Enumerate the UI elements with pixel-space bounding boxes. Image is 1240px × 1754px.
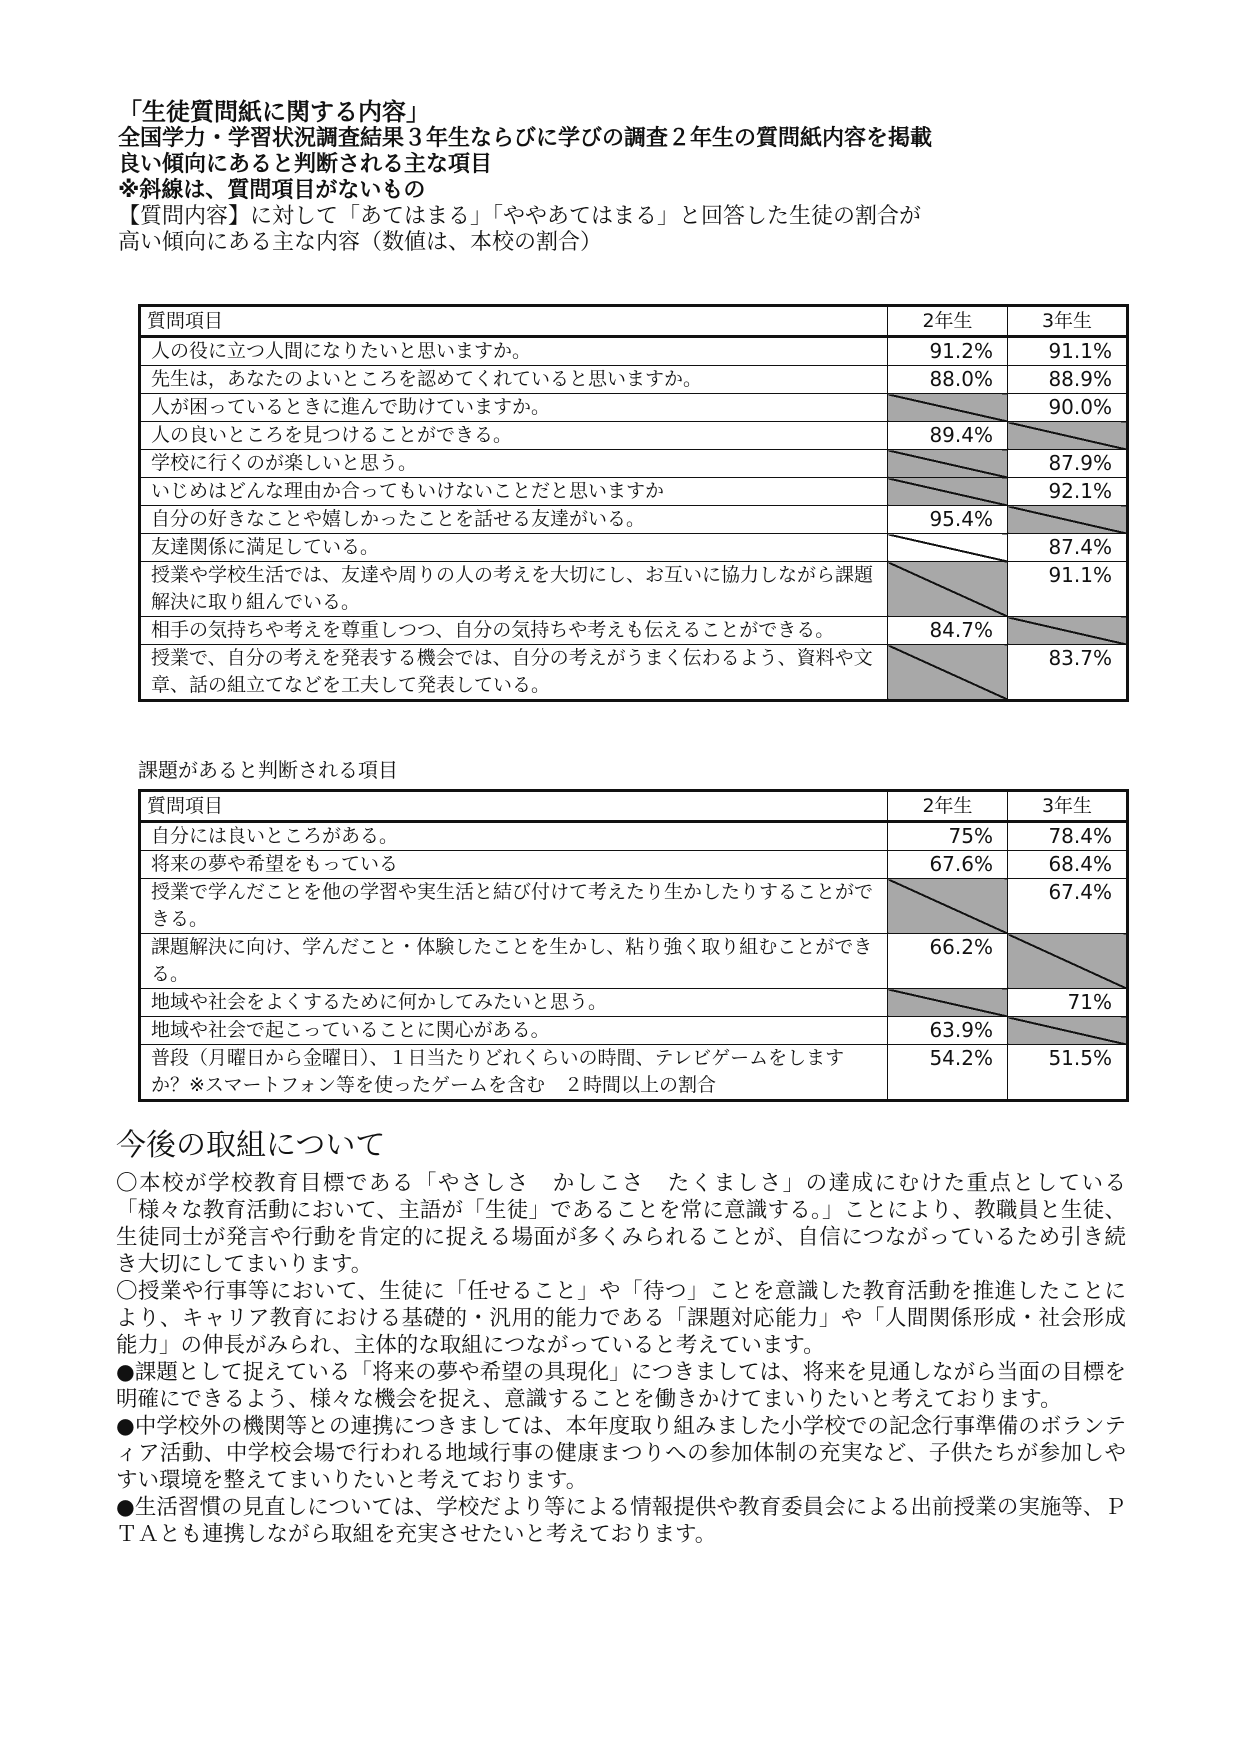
grade3-value: 91.1% <box>1008 562 1128 617</box>
no-question-cell <box>1008 422 1128 450</box>
question-cell: 地域や社会で起こっていることに関心がある。 <box>140 1017 888 1045</box>
future-paragraph-2: 〇授業や行事等において、生徒に「任せること」や「待つ」ことを意識した教育活動を推進したことにより、キャリア教育における基礎的・汎用的能力である「課題対応能力」や「人間関係形成・社会形成能力」の伸長がみられ、主体的な取組につながっていると考えています。 <box>116 1279 1126 1358</box>
intro-line-4: 【質問内容】に対して「あてはまる」「ややあてはまる」と回答した生徒の割合が <box>118 204 922 229</box>
no-question-cell <box>1008 617 1128 645</box>
no-question-cell <box>1008 1017 1128 1045</box>
header-grade2: 2年生 <box>888 791 1008 822</box>
future-paragraph-3: ●課題として捉えている「将来の夢や希望の具現化」につきましては、将来を見通しながら当面の目標を明確にできるよう、様々な機会を捉え、意識することを働きかけてまいりたいと考えております。 <box>116 1360 1126 1412</box>
no-question-cell <box>1008 506 1128 534</box>
header-item: 質問項目 <box>140 306 888 337</box>
no-question-cell <box>888 562 1008 617</box>
table-row <box>140 617 1128 645</box>
table-row <box>140 394 1128 422</box>
table-header-row <box>140 306 1128 337</box>
intro-line-5: 高い傾向にある主な内容（数値は、本校の割合） <box>118 230 603 255</box>
header-item: 質問項目 <box>140 791 888 822</box>
question-cell: 学校に行くのが楽しいと思う。 <box>140 450 888 478</box>
grade2-value: 95.4% <box>888 506 1008 534</box>
question-cell: 人の良いところを見つけることができる。 <box>140 422 888 450</box>
table-header-row <box>140 791 1128 822</box>
future-paragraph-5: ●生活習慣の見直しについては、学校だより等による情報提供や教育委員会による出前授業の実施等、ＰＴＡとも連携しながら取組を充実させたいと考えております。 <box>116 1495 1126 1547</box>
grade2-value: 75% <box>888 822 1008 851</box>
grade3-value: 78.4% <box>1008 822 1128 851</box>
issue-heading: 課題があると判断される項目 <box>138 758 398 782</box>
grade3-value: 88.9% <box>1008 366 1128 394</box>
grade3-value: 51.5% <box>1008 1045 1128 1101</box>
grade3-value: 92.1% <box>1008 478 1128 506</box>
question-cell: 課題解決に向け、学んだこと・体験したことを生かし、粘り強く取り組むことができる。 <box>140 934 888 989</box>
question-cell: 授業や学校生活では、友達や周りの人の考えを大切にし、お互いに協力しながら課題解決に取り組んでいる。 <box>140 562 888 617</box>
table-row <box>140 562 1128 617</box>
intro-line-2: 良い傾向にあると判断される主な項目 <box>118 152 493 177</box>
table-row <box>140 1017 1128 1045</box>
grade3-value: 71% <box>1008 989 1128 1017</box>
no-question-cell <box>888 394 1008 422</box>
future-section <box>116 1128 1126 1548</box>
grade3-value: 91.1% <box>1008 337 1128 366</box>
table-row <box>140 934 1128 989</box>
section-title: 「生徒質問紙に関する内容」 <box>118 98 430 126</box>
grade3-value: 87.4% <box>1008 534 1128 562</box>
question-cell: 自分の好きなことや嬉しかったことを話せる友達がいる。 <box>140 506 888 534</box>
table-row <box>140 534 1128 562</box>
grade2-value: 91.2% <box>888 337 1008 366</box>
future-paragraph-4: ●中学校外の機関等との連携につきましては、本年度取り組みました小学校での記念行事準備のボランティア活動、中学校会場で行われる地域行事の健康まつりへの参加体制の充実など、子供たちが参加しやすい環境を整えてまいりたいと考えております。 <box>116 1414 1126 1493</box>
no-question-cell <box>888 478 1008 506</box>
table-row <box>140 645 1128 701</box>
grade3-value: 83.7% <box>1008 645 1128 701</box>
table-row <box>140 989 1128 1017</box>
table-row <box>140 422 1128 450</box>
grade2-value: 67.6% <box>888 851 1008 879</box>
table-row <box>140 450 1128 478</box>
no-question-cell <box>888 534 1008 562</box>
question-cell: 授業で学んだことを他の学習や実生活と結び付けて考えたり生かしたりすることができる。 <box>140 879 888 934</box>
future-title: 今後の取組について <box>116 1128 386 1163</box>
grade2-value: 84.7% <box>888 617 1008 645</box>
table-row <box>140 506 1128 534</box>
intro-line-3: ※斜線は、質問項目がないもの <box>118 178 426 203</box>
future-paragraph-1: 〇本校が学校教育目標である「やさしさ かしこさ たくましさ」の達成にむけた重点としている「様々な教育活動において、主語が「生徒」であることを常に意識する。」ことにより、教職員と生徒、生徒同士が発言や行動を肯定的に捉える場面が多くみられることが、自信につながっているため引き続き大切にしてまいります。 <box>116 1171 1126 1277</box>
no-question-cell <box>888 645 1008 701</box>
no-question-cell <box>888 989 1008 1017</box>
grade2-value: 88.0% <box>888 366 1008 394</box>
question-cell: 相手の気持ちや考えを尊重しつつ、自分の気持ちや考えも伝えることができる。 <box>140 617 888 645</box>
question-cell: 地域や社会をよくするために何かしてみたいと思う。 <box>140 989 888 1017</box>
question-cell: 人の役に立つ人間になりたいと思いますか。 <box>140 337 888 366</box>
table-row <box>140 822 1128 851</box>
issue-items-table <box>138 789 1129 1102</box>
grade3-value: 67.4% <box>1008 879 1128 934</box>
table-row <box>140 1045 1128 1101</box>
grade2-value: 54.2% <box>888 1045 1008 1101</box>
no-question-cell <box>1008 934 1128 989</box>
good-items-table <box>138 304 1129 702</box>
grade2-value: 89.4% <box>888 422 1008 450</box>
table-row <box>140 366 1128 394</box>
question-cell: 将来の夢や希望をもっている <box>140 851 888 879</box>
header-grade3: 3年生 <box>1008 791 1128 822</box>
no-question-cell <box>888 879 1008 934</box>
table-row <box>140 337 1128 366</box>
grade2-value: 63.9% <box>888 1017 1008 1045</box>
intro-line-1: 全国学力・学習状況調査結果３年生ならびに学びの調査２年生の質問紙内容を掲載 <box>118 126 933 151</box>
question-cell: 人が困っているときに進んで助けていますか。 <box>140 394 888 422</box>
grade3-value: 87.9% <box>1008 450 1128 478</box>
table-row <box>140 851 1128 879</box>
question-cell: 先生は，あなたのよいところを認めてくれていると思いますか。 <box>140 366 888 394</box>
intro-section <box>118 98 1138 256</box>
no-question-cell <box>888 450 1008 478</box>
question-cell: 友達関係に満足している。 <box>140 534 888 562</box>
question-cell: 自分には良いところがある。 <box>140 822 888 851</box>
table-row <box>140 879 1128 934</box>
question-cell: 普段（月曜日から金曜日）、１日当たりどれくらいの時間、テレビゲームをしますか？※スマートフォン等を使ったゲームを含む ２時間以上の割合 <box>140 1045 888 1101</box>
grade2-value: 66.2% <box>888 934 1008 989</box>
grade3-value: 90.0% <box>1008 394 1128 422</box>
table-row <box>140 478 1128 506</box>
header-grade3: 3年生 <box>1008 306 1128 337</box>
question-cell: いじめはどんな理由か合ってもいけないことだと思いますか <box>140 478 888 506</box>
grade3-value: 68.4% <box>1008 851 1128 879</box>
header-grade2: 2年生 <box>888 306 1008 337</box>
question-cell: 授業で、自分の考えを発表する機会では、自分の考えがうまく伝わるよう、資料や文章、話の組立てなどを工夫して発表している。 <box>140 645 888 701</box>
